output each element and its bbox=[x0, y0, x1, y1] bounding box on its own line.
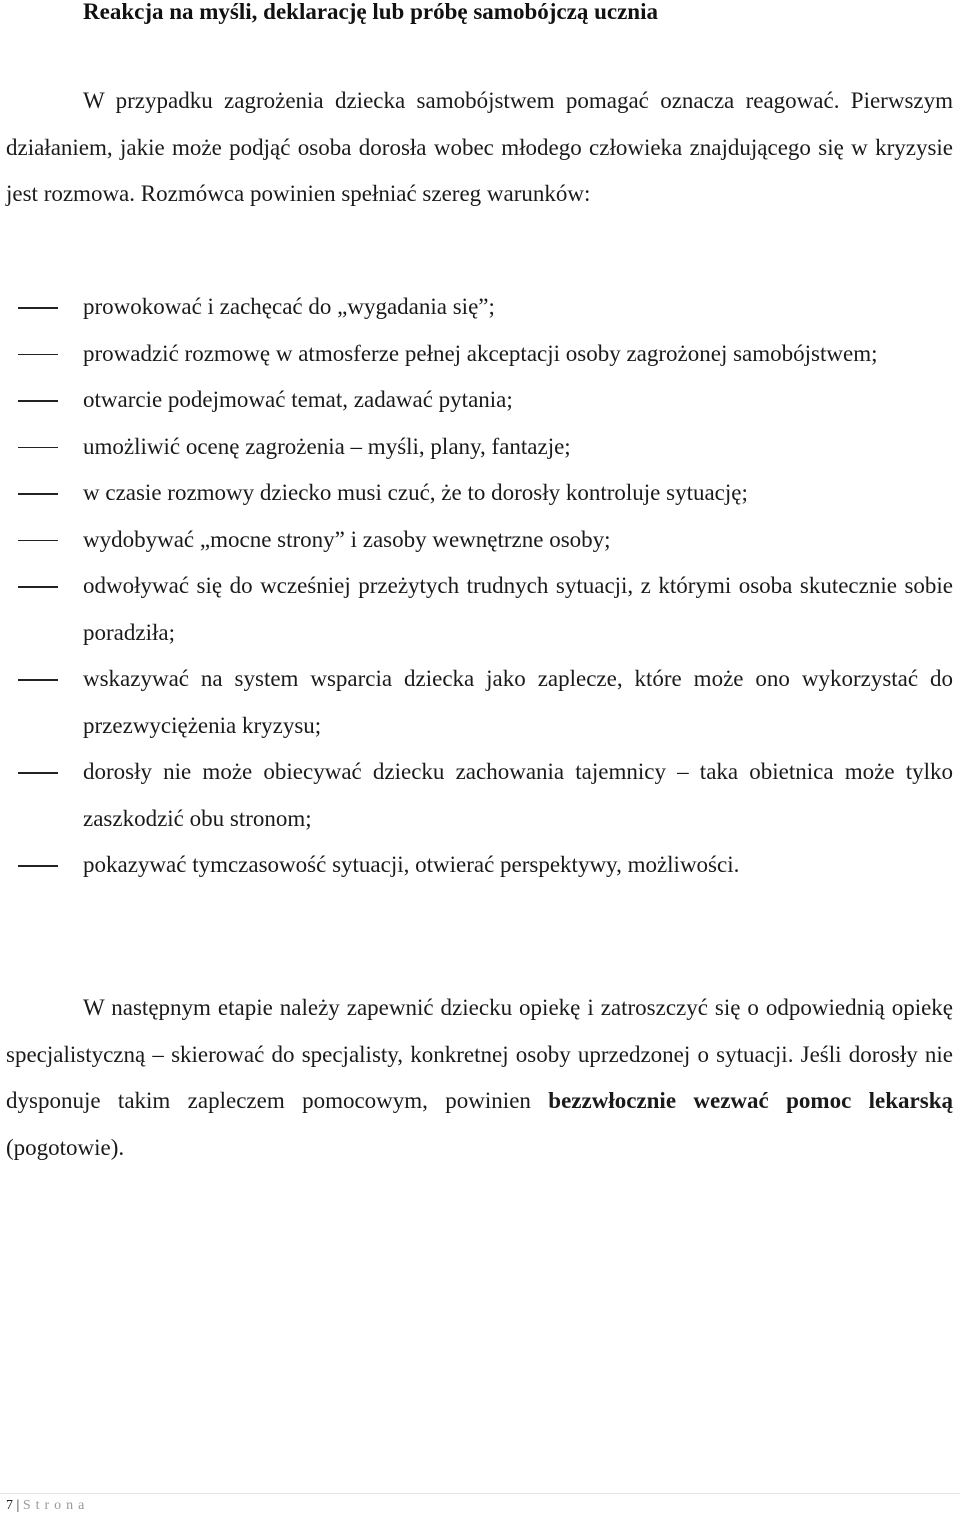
list-item-text: wydobywać „mocne strony” i zasoby wewnętrzne osoby; bbox=[83, 526, 611, 552]
list-item bbox=[0, 517, 953, 564]
list-item-text: pokazywać tymczasowość sytuacji, otwierać perspektywy, możliwości. bbox=[83, 852, 740, 877]
list-item bbox=[0, 284, 953, 331]
page-footer bbox=[6, 1498, 89, 1514]
list-item bbox=[0, 563, 953, 656]
list-item-text: dorosły nie może obiecywać dziecku zachowania tajemnicy – taka obietnica może tylko zaszkodzić obu stronom; bbox=[83, 759, 953, 831]
dash-bullet bbox=[18, 447, 58, 449]
list-item bbox=[0, 331, 953, 378]
list-item-text: odwoływać się do wcześniej przeżytych trudnych sytuacji, z którymi osoba skutecznie sobie poradziła; bbox=[83, 573, 953, 645]
list-item bbox=[0, 749, 953, 842]
dash-bullet bbox=[18, 772, 58, 774]
dash-bullet bbox=[18, 540, 58, 542]
list-item-text: otwarcie podejmować temat, zadawać pytania; bbox=[83, 387, 513, 412]
footer-divider bbox=[0, 1493, 960, 1494]
page-number: 7 bbox=[6, 1498, 13, 1513]
dash-bullet bbox=[18, 865, 58, 867]
dash-bullet bbox=[18, 307, 58, 309]
closing-paragraph bbox=[6, 985, 953, 1171]
list-item bbox=[0, 424, 953, 471]
dash-bullet bbox=[18, 586, 58, 588]
list-item-text: wskazywać na system wsparcia dziecka jako zaplecze, które może ono wykorzystać do przezwyciężenia kryzysu; bbox=[83, 666, 953, 738]
intro-paragraph: W przypadku zagrożenia dziecka samobójstwem pomagać oznacza reagować. Pierwszym działaniem, jakie może podjąć osoba dorosła wobec młodego człowieka znajdującego się w kryzysie jest rozmowa. Rozmówca powinien spełniać szereg warunków: bbox=[6, 88, 953, 206]
list-item-text: umożliwić ocenę zagrożenia – myśli, plany, fantazje; bbox=[83, 433, 571, 459]
conditions-list bbox=[0, 284, 953, 889]
list-item-text: prowokować i zachęcać do „wygadania się”; bbox=[83, 294, 495, 319]
section-heading: Reakcja na myśli, deklarację lub próbę samobójczą ucznia bbox=[83, 0, 658, 24]
list-item bbox=[0, 470, 953, 517]
list-item bbox=[0, 656, 953, 749]
dash-bullet bbox=[18, 679, 58, 681]
closing-text: W następnym etapie należy zapewnić dziecku opiekę i zatroszczyć się o odpowiednią opiekę specjalistyczną – skierować do specjalisty, konkretnej osoby uprzedzonej o sytuacji. Jeśli dorosły nie dysponuje takim zapleczem pomocowym, powinien bbox=[6, 995, 953, 1113]
footer-separator: | bbox=[13, 1498, 23, 1513]
list-item-text: w czasie rozmowy dziecko musi czuć, że to dorosły kontroluje sytuację; bbox=[83, 480, 748, 505]
list-item-text: prowadzić rozmowę w atmosferze pełnej akceptacji osoby zagrożonej samobójstwem; bbox=[83, 340, 878, 366]
page-label: Strona bbox=[22, 1498, 90, 1513]
dash-bullet bbox=[18, 400, 58, 402]
list-item bbox=[0, 842, 953, 889]
dash-bullet bbox=[18, 493, 58, 495]
closing-text-end: (pogotowie). bbox=[6, 1134, 125, 1160]
dash-bullet bbox=[18, 354, 58, 356]
closing-bold-text: bezzwłocznie wezwać pomoc lekarską bbox=[548, 1088, 953, 1113]
list-item bbox=[0, 377, 953, 424]
